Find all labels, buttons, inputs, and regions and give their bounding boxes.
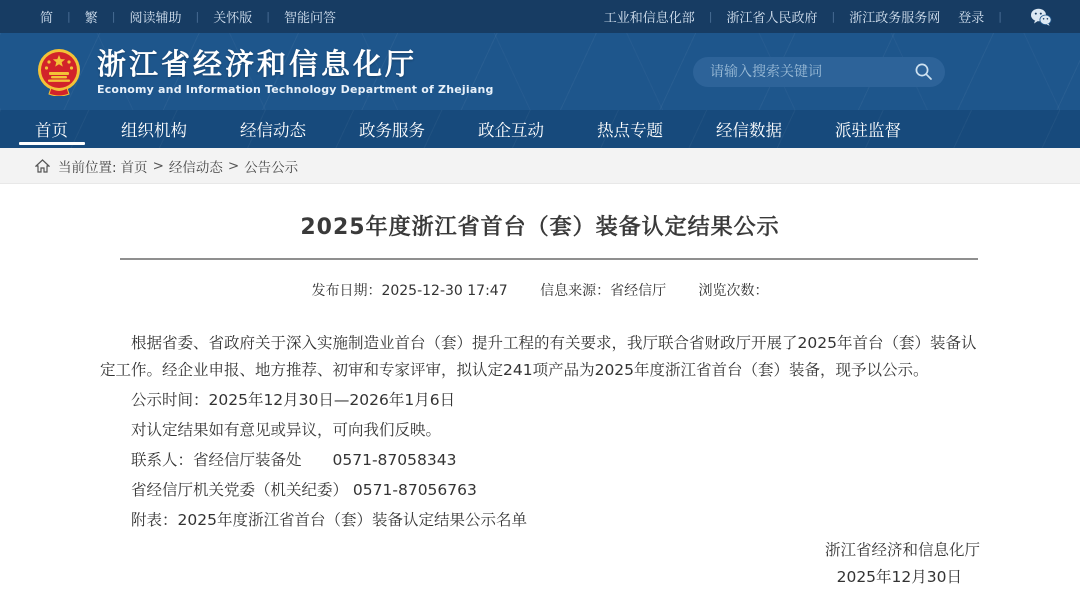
article-content	[0, 184, 1080, 591]
brand-block	[97, 48, 494, 96]
breadcrumb-prefix: 当前位置:	[58, 159, 117, 176]
wechat-icon[interactable]	[1030, 8, 1052, 26]
divider: |	[831, 10, 836, 23]
link-zhejiang-service[interactable]: 浙江政务服务网	[849, 11, 941, 26]
site-title: 浙江省经济和信息化厅	[97, 46, 418, 81]
article-body	[100, 330, 980, 534]
link-smart-qa[interactable]: 智能问答	[283, 11, 336, 26]
login-link[interactable]: 登录	[958, 11, 985, 26]
divider: |	[266, 10, 270, 23]
article-signature	[100, 537, 980, 591]
link-reading-aid[interactable]: 阅读辅助	[129, 11, 182, 26]
nav-item-eit-data[interactable]: 经信数据	[716, 121, 782, 140]
article-title: 2025年度浙江省首台（套）装备认定结果公示	[300, 215, 780, 240]
search-box	[693, 57, 945, 87]
nav-item-home[interactable]: 首页	[35, 110, 68, 148]
topbar-right-links	[604, 7, 1052, 26]
nav-item-gov-enterprise[interactable]: 政企互动	[478, 121, 544, 140]
nav-item-gov-services[interactable]: 政务服务	[359, 121, 425, 140]
nav-item-organization[interactable]: 组织机构	[121, 121, 187, 140]
signature-date: 2025年12月30日	[836, 568, 962, 586]
breadcrumb-eit-news[interactable]: 经信动态	[168, 159, 223, 176]
signature-organization: 浙江省经济和信息化厅	[824, 541, 980, 559]
search-icon[interactable]	[914, 62, 933, 81]
home-icon[interactable]	[35, 159, 50, 173]
divider: |	[67, 10, 71, 23]
link-miit[interactable]: 工业和信息化部	[603, 11, 695, 26]
main-navigation	[0, 110, 1080, 148]
info-source: 信息来源：省经信厅	[540, 283, 667, 299]
site-subtitle-english: Economy and Information Technology Department of Zhejiang	[97, 82, 494, 96]
site-header	[0, 33, 1080, 110]
paragraph-discipline-contact: 省经信厅机关党委（机关纪委） 0571-87056763	[131, 481, 477, 499]
top-utility-bar	[0, 0, 1080, 33]
breadcrumb-separator: >	[152, 157, 164, 174]
divider: |	[111, 10, 116, 23]
breadcrumb-home[interactable]: 首页	[120, 159, 148, 176]
title-divider	[120, 258, 978, 260]
link-zhejiang-gov[interactable]: 浙江省人民政府	[726, 11, 818, 26]
publish-date: 发布日期：2025-12-30 17:47	[311, 283, 508, 299]
link-care-version[interactable]: 关怀版	[213, 11, 253, 26]
paragraph-attachment: 附表：2025年度浙江省首台（套）装备认定结果公示名单	[131, 511, 527, 529]
article-meta	[100, 280, 980, 300]
view-count: 浏览次数：	[698, 283, 769, 299]
nav-item-eit-news[interactable]: 经信动态	[240, 121, 306, 140]
link-traditional-chinese[interactable]: 繁	[84, 11, 98, 26]
china-national-emblem-logo	[35, 48, 83, 96]
breadcrumb	[0, 148, 1080, 184]
nav-item-supervision[interactable]: 派驻监督	[835, 121, 901, 140]
divider: |	[708, 10, 713, 23]
search-input[interactable]	[710, 64, 914, 80]
paragraph-publicity-period: 公示时间：2025年12月30日—2026年1月6日	[131, 391, 456, 409]
paragraph-intro: 根据省委、省政府关于深入实施制造业首台（套）提升工程的有关要求，我厅联合省财政厅开展了2025年首台（套）装备认定工作。经企业申报、地方推荐、初审和专家评审，拟认定241项产品为2025年度浙江省首台（套）装备，现予以公示。	[100, 334, 977, 379]
breadcrumb-announcements[interactable]: 公告公示	[244, 159, 299, 176]
link-simplified-chinese[interactable]: 简	[40, 11, 54, 26]
paragraph-contact: 联系人：省经信厅装备处 0571-87058343	[131, 451, 457, 469]
divider: |	[998, 10, 1002, 23]
nav-item-hot-topics[interactable]: 热点专题	[597, 121, 663, 140]
paragraph-feedback: 对认定结果如有意见或异议，可向我们反映。	[131, 421, 442, 439]
topbar-left-links	[40, 7, 336, 26]
divider: |	[195, 10, 200, 23]
breadcrumb-separator: >	[227, 157, 240, 174]
